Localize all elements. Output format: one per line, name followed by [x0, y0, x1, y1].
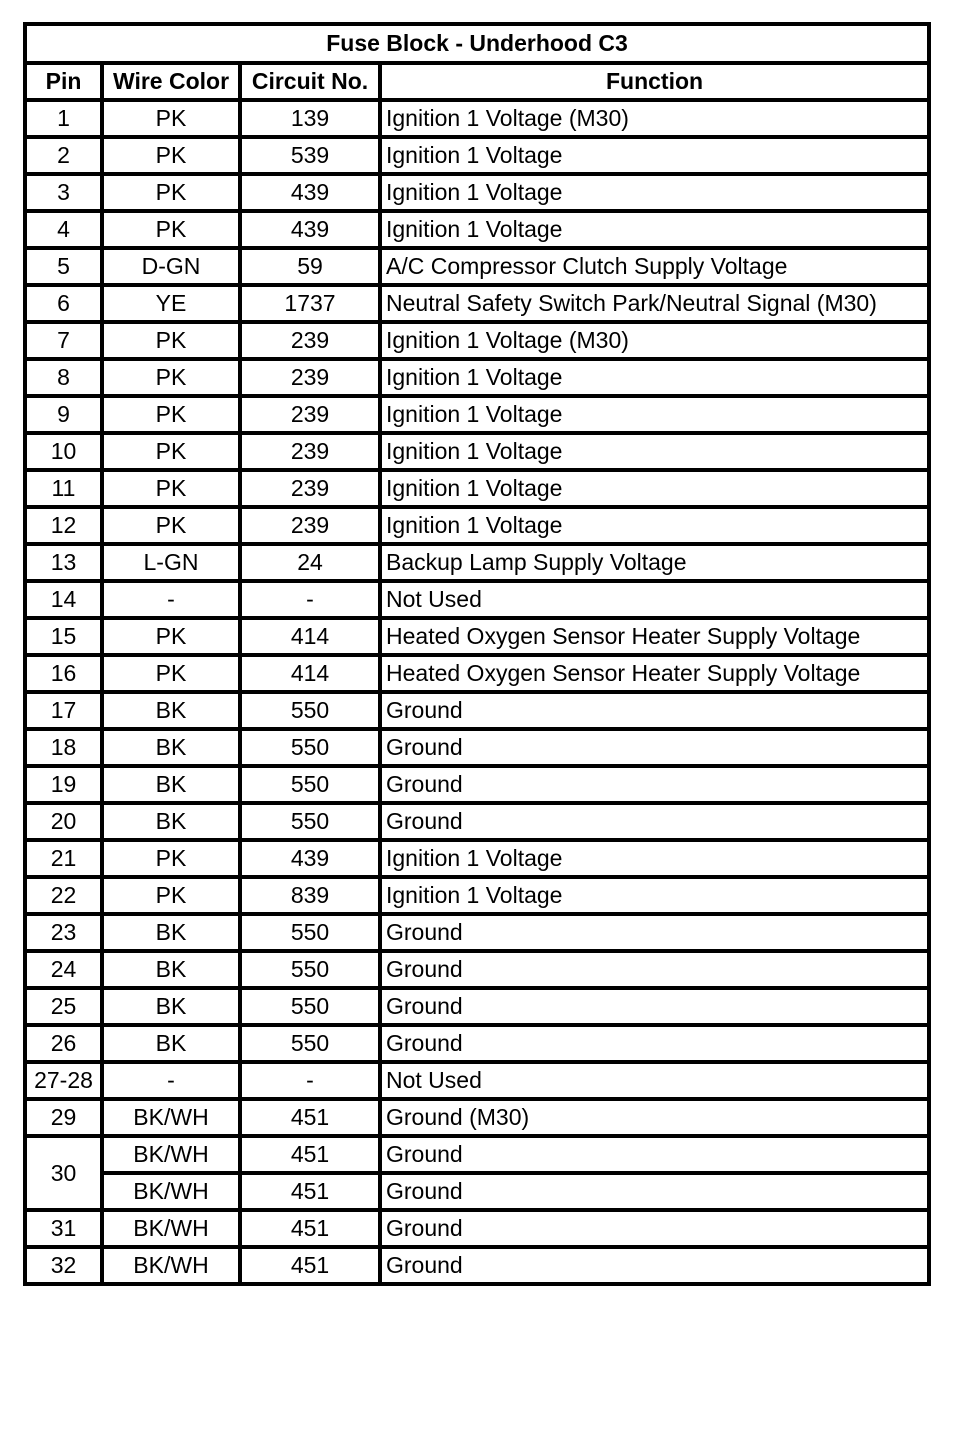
circuit-no-cell: 414 — [240, 618, 380, 655]
function-cell: Ground — [380, 1025, 929, 1062]
wire-color-cell: PK — [102, 174, 240, 211]
wire-color-cell: YE — [102, 285, 240, 322]
wire-color-cell: BK — [102, 729, 240, 766]
wire-color-cell: BK — [102, 1025, 240, 1062]
function-cell: Ignition 1 Voltage — [380, 840, 929, 877]
wire-color-cell: BK/WH — [102, 1210, 240, 1247]
function-cell: Ignition 1 Voltage — [380, 396, 929, 433]
function-cell: Ground — [380, 1210, 929, 1247]
function-cell: Ground — [380, 1247, 929, 1284]
wire-color-cell: D-GN — [102, 248, 240, 285]
function-cell: Ground — [380, 729, 929, 766]
table-row — [25, 1062, 929, 1099]
function-cell: Neutral Safety Switch Park/Neutral Signal (M30) — [380, 285, 929, 322]
function-cell: Ignition 1 Voltage — [380, 470, 929, 507]
wire-color-cell: PK — [102, 618, 240, 655]
pin-cell: 20 — [25, 803, 102, 840]
table-row — [25, 470, 929, 507]
table-row — [25, 840, 929, 877]
function-cell: Ground — [380, 914, 929, 951]
function-cell: Ground — [380, 803, 929, 840]
pin-cell: 25 — [25, 988, 102, 1025]
pin-cell: 12 — [25, 507, 102, 544]
circuit-no-cell: 439 — [240, 211, 380, 248]
function-cell: Ground — [380, 692, 929, 729]
wire-color-cell: PK — [102, 470, 240, 507]
pin-cell: 11 — [25, 470, 102, 507]
circuit-no-cell: 839 — [240, 877, 380, 914]
pin-cell: 9 — [25, 396, 102, 433]
circuit-no-cell: 239 — [240, 322, 380, 359]
header-wire-color: Wire Color — [102, 63, 240, 100]
circuit-no-cell: - — [240, 1062, 380, 1099]
pin-cell: 18 — [25, 729, 102, 766]
circuit-no-cell: 451 — [240, 1099, 380, 1136]
table-row — [25, 285, 929, 322]
circuit-no-cell: 550 — [240, 766, 380, 803]
pin-cell: 30 — [25, 1136, 102, 1210]
table-row — [25, 581, 929, 618]
function-cell: Ignition 1 Voltage — [380, 211, 929, 248]
circuit-no-cell: 24 — [240, 544, 380, 581]
function-cell: Not Used — [380, 581, 929, 618]
function-cell: Ignition 1 Voltage (M30) — [380, 100, 929, 137]
function-cell: Ground — [380, 951, 929, 988]
function-cell: Ground — [380, 766, 929, 803]
pin-cell: 16 — [25, 655, 102, 692]
wire-color-cell: PK — [102, 433, 240, 470]
connector-pinout-table — [23, 22, 931, 1286]
table-row — [25, 433, 929, 470]
function-cell: Heated Oxygen Sensor Heater Supply Voltage — [380, 618, 929, 655]
pin-cell: 19 — [25, 766, 102, 803]
wire-color-cell: BK/WH — [102, 1173, 240, 1210]
wire-color-cell: PK — [102, 655, 240, 692]
table-row — [25, 692, 929, 729]
circuit-no-cell: 550 — [240, 803, 380, 840]
table-row — [25, 137, 929, 174]
wire-color-cell: PK — [102, 396, 240, 433]
circuit-no-cell: 550 — [240, 914, 380, 951]
wire-color-cell: PK — [102, 359, 240, 396]
circuit-no-cell: 550 — [240, 729, 380, 766]
pin-cell: 23 — [25, 914, 102, 951]
table-row — [25, 507, 929, 544]
pin-cell: 2 — [25, 137, 102, 174]
circuit-no-cell: 539 — [240, 137, 380, 174]
table-row — [25, 988, 929, 1025]
table-row — [25, 729, 929, 766]
function-cell: A/C Compressor Clutch Supply Voltage — [380, 248, 929, 285]
function-cell: Ignition 1 Voltage (M30) — [380, 322, 929, 359]
function-cell: Ground (M30) — [380, 1099, 929, 1136]
function-cell: Ground — [380, 1136, 929, 1173]
circuit-no-cell: 239 — [240, 507, 380, 544]
pin-cell: 32 — [25, 1247, 102, 1284]
circuit-no-cell: 550 — [240, 692, 380, 729]
wire-color-cell: PK — [102, 322, 240, 359]
circuit-no-cell: 414 — [240, 655, 380, 692]
wire-color-cell: PK — [102, 840, 240, 877]
circuit-no-cell: 451 — [240, 1173, 380, 1210]
pin-cell: 8 — [25, 359, 102, 396]
function-cell: Ignition 1 Voltage — [380, 359, 929, 396]
circuit-no-cell: 59 — [240, 248, 380, 285]
pin-cell: 17 — [25, 692, 102, 729]
table-row — [25, 1136, 929, 1173]
title-row — [25, 24, 929, 63]
pin-cell: 15 — [25, 618, 102, 655]
wire-color-cell: PK — [102, 100, 240, 137]
table-row — [25, 248, 929, 285]
function-cell: Not Used — [380, 1062, 929, 1099]
pin-cell: 14 — [25, 581, 102, 618]
wire-color-cell: PK — [102, 211, 240, 248]
table-row — [25, 359, 929, 396]
pin-cell: 26 — [25, 1025, 102, 1062]
wire-color-cell: - — [102, 581, 240, 618]
pin-cell: 5 — [25, 248, 102, 285]
table-row — [25, 1173, 929, 1210]
circuit-no-cell: - — [240, 581, 380, 618]
pin-cell: 4 — [25, 211, 102, 248]
pin-cell: 1 — [25, 100, 102, 137]
table-title: Fuse Block - Underhood C3 — [25, 24, 929, 63]
circuit-no-cell: 451 — [240, 1210, 380, 1247]
circuit-no-cell: 239 — [240, 396, 380, 433]
table-row — [25, 396, 929, 433]
wire-color-cell: BK/WH — [102, 1099, 240, 1136]
pin-cell: 10 — [25, 433, 102, 470]
function-cell: Ignition 1 Voltage — [380, 137, 929, 174]
function-cell: Ground — [380, 1173, 929, 1210]
circuit-no-cell: 439 — [240, 174, 380, 211]
table-row — [25, 766, 929, 803]
header-row — [25, 63, 929, 100]
wire-color-cell: BK/WH — [102, 1247, 240, 1284]
wire-color-cell: BK — [102, 692, 240, 729]
function-cell: Ignition 1 Voltage — [380, 433, 929, 470]
table-row — [25, 618, 929, 655]
wire-color-cell: BK — [102, 914, 240, 951]
table-row — [25, 174, 929, 211]
wire-color-cell: BK — [102, 766, 240, 803]
wire-color-cell: PK — [102, 877, 240, 914]
pin-cell: 13 — [25, 544, 102, 581]
table-row — [25, 803, 929, 840]
pin-cell: 29 — [25, 1099, 102, 1136]
table-row — [25, 1099, 929, 1136]
pin-cell: 22 — [25, 877, 102, 914]
pin-cell: 27-28 — [25, 1062, 102, 1099]
table-row — [25, 100, 929, 137]
header-pin: Pin — [25, 63, 102, 100]
circuit-no-cell: 239 — [240, 470, 380, 507]
circuit-no-cell: 239 — [240, 359, 380, 396]
table-body — [25, 100, 929, 1284]
pin-cell: 21 — [25, 840, 102, 877]
table-row — [25, 914, 929, 951]
function-cell: Backup Lamp Supply Voltage — [380, 544, 929, 581]
circuit-no-cell: 1737 — [240, 285, 380, 322]
pin-cell: 7 — [25, 322, 102, 359]
table-row — [25, 951, 929, 988]
wire-color-cell: L-GN — [102, 544, 240, 581]
table-row — [25, 544, 929, 581]
table-row — [25, 322, 929, 359]
function-cell: Ignition 1 Voltage — [380, 877, 929, 914]
circuit-no-cell: 451 — [240, 1247, 380, 1284]
circuit-no-cell: 139 — [240, 100, 380, 137]
circuit-no-cell: 451 — [240, 1136, 380, 1173]
pin-cell: 6 — [25, 285, 102, 322]
wire-color-cell: BK — [102, 951, 240, 988]
circuit-no-cell: 550 — [240, 988, 380, 1025]
wire-color-cell: BK/WH — [102, 1136, 240, 1173]
pin-cell: 3 — [25, 174, 102, 211]
header-function: Function — [380, 63, 929, 100]
function-cell: Ground — [380, 988, 929, 1025]
function-cell: Ignition 1 Voltage — [380, 507, 929, 544]
function-cell: Heated Oxygen Sensor Heater Supply Voltage — [380, 655, 929, 692]
wire-color-cell: PK — [102, 507, 240, 544]
pin-cell: 24 — [25, 951, 102, 988]
circuit-no-cell: 239 — [240, 433, 380, 470]
table-row — [25, 877, 929, 914]
wire-color-cell: - — [102, 1062, 240, 1099]
wire-color-cell: PK — [102, 137, 240, 174]
table-row — [25, 211, 929, 248]
table-row — [25, 655, 929, 692]
table-row — [25, 1247, 929, 1284]
circuit-no-cell: 550 — [240, 951, 380, 988]
circuit-no-cell: 550 — [240, 1025, 380, 1062]
circuit-no-cell: 439 — [240, 840, 380, 877]
table-row — [25, 1025, 929, 1062]
wire-color-cell: BK — [102, 988, 240, 1025]
pin-cell: 31 — [25, 1210, 102, 1247]
header-circuit-no: Circuit No. — [240, 63, 380, 100]
function-cell: Ignition 1 Voltage — [380, 174, 929, 211]
table-row — [25, 1210, 929, 1247]
wire-color-cell: BK — [102, 803, 240, 840]
